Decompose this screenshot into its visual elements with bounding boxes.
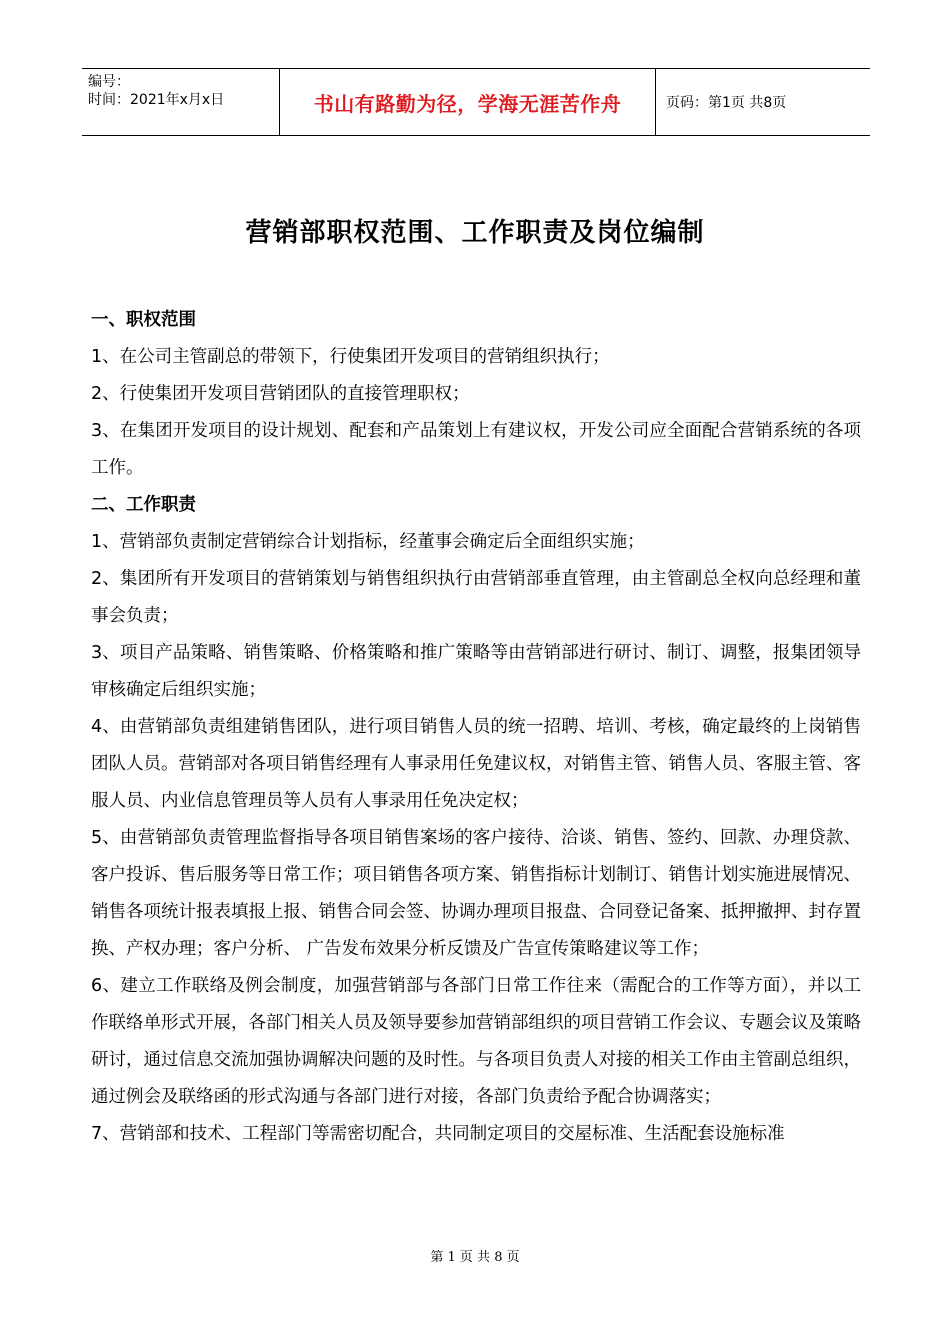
motto-text: 书山有路勤为径，学海无涯苦作舟 — [313, 91, 622, 116]
paragraph: 2、集团所有开发项目的营销策划与销售组织执行由营销部垂直管理，由主管副总全权向总经理和董事会负责； — [91, 569, 861, 626]
header-motto-cell — [280, 69, 656, 135]
document-title: 营销部职权范围、工作职责及岗位编制 — [245, 218, 705, 248]
paragraph: 4、由营销部负责组建销售团队，进行项目销售人员的统一招聘、培训、考核，确定最终的上岗销售团队人员。营销部对各项目销售经理有人事录用任免建议权，对销售主管、销售人员、客服主管、客服人员、内业信息管理员等人员有人事录用任免决定权； — [91, 717, 861, 811]
paragraph: 5、由营销部负责管理监督指导各项目销售案场的客户接待、洽谈、销售、签约、回款、办理贷款、客户投诉、售后服务等日常工作；项目销售各项方案、销售指标计划制订、销售计划实施进展情况、销售各项统计报表填报上报、销售合同会签、协调办理项目报盘、合同登记备案、抵押撤押、封存置换、产权办理；客户分析、 广告发布效果分析反馈及广告宣传策略建议等工作； — [91, 828, 861, 959]
section-heading-duties: 二、工作职责 — [91, 495, 196, 515]
page-info: 页码：第1页 共8页 — [666, 95, 787, 111]
document-header — [82, 68, 870, 136]
paragraph: 7、营销部和技术、工程部门等需密切配合，共同制定项目的交屋标准、生活配套设施标准 — [91, 1124, 785, 1144]
number-label: 编号： — [88, 74, 130, 90]
paragraph: 1、营销部负责制定营销综合计划指标，经董事会确定后全面组织实施； — [91, 532, 645, 552]
paragraph: 3、在集团开发项目的设计规划、配套和产品策划上有建议权，开发公司应全面配合营销系统的各项工作。 — [91, 421, 861, 478]
document-body — [91, 302, 861, 1153]
time-label: 时间：2021年x月x日 — [88, 92, 225, 108]
paragraph: 2、行使集团开发项目营销团队的直接管理职权； — [91, 384, 470, 404]
section-heading-scope: 一、职权范围 — [91, 310, 196, 330]
paragraph: 1、在公司主管副总的带领下，行使集团开发项目的营销组织执行； — [91, 347, 610, 367]
paragraph: 3、项目产品策略、销售策略、价格策略和推广策略等由营销部进行研讨、制订、调整，报集团领导审核确定后组织实施； — [91, 643, 861, 700]
header-page-cell — [656, 69, 870, 135]
page-footer: 第 1 页 共 8 页 — [430, 1250, 520, 1265]
paragraph: 6、建立工作联络及例会制度，加强营销部与各部门日常工作往来（需配合的工作等方面），并以工作联络单形式开展，各部门相关人员及领导要参加营销部组织的项目营销工作会议、专题会议及策略研讨，通过信息交流加强协调解决问题的及时性。与各项目负责人对接的相关工作由主管副总组织，通过例会及联络函的形式沟通与各部门进行对接，各部门负责给予配合协调落实； — [91, 976, 861, 1107]
header-meta-cell — [82, 69, 280, 135]
